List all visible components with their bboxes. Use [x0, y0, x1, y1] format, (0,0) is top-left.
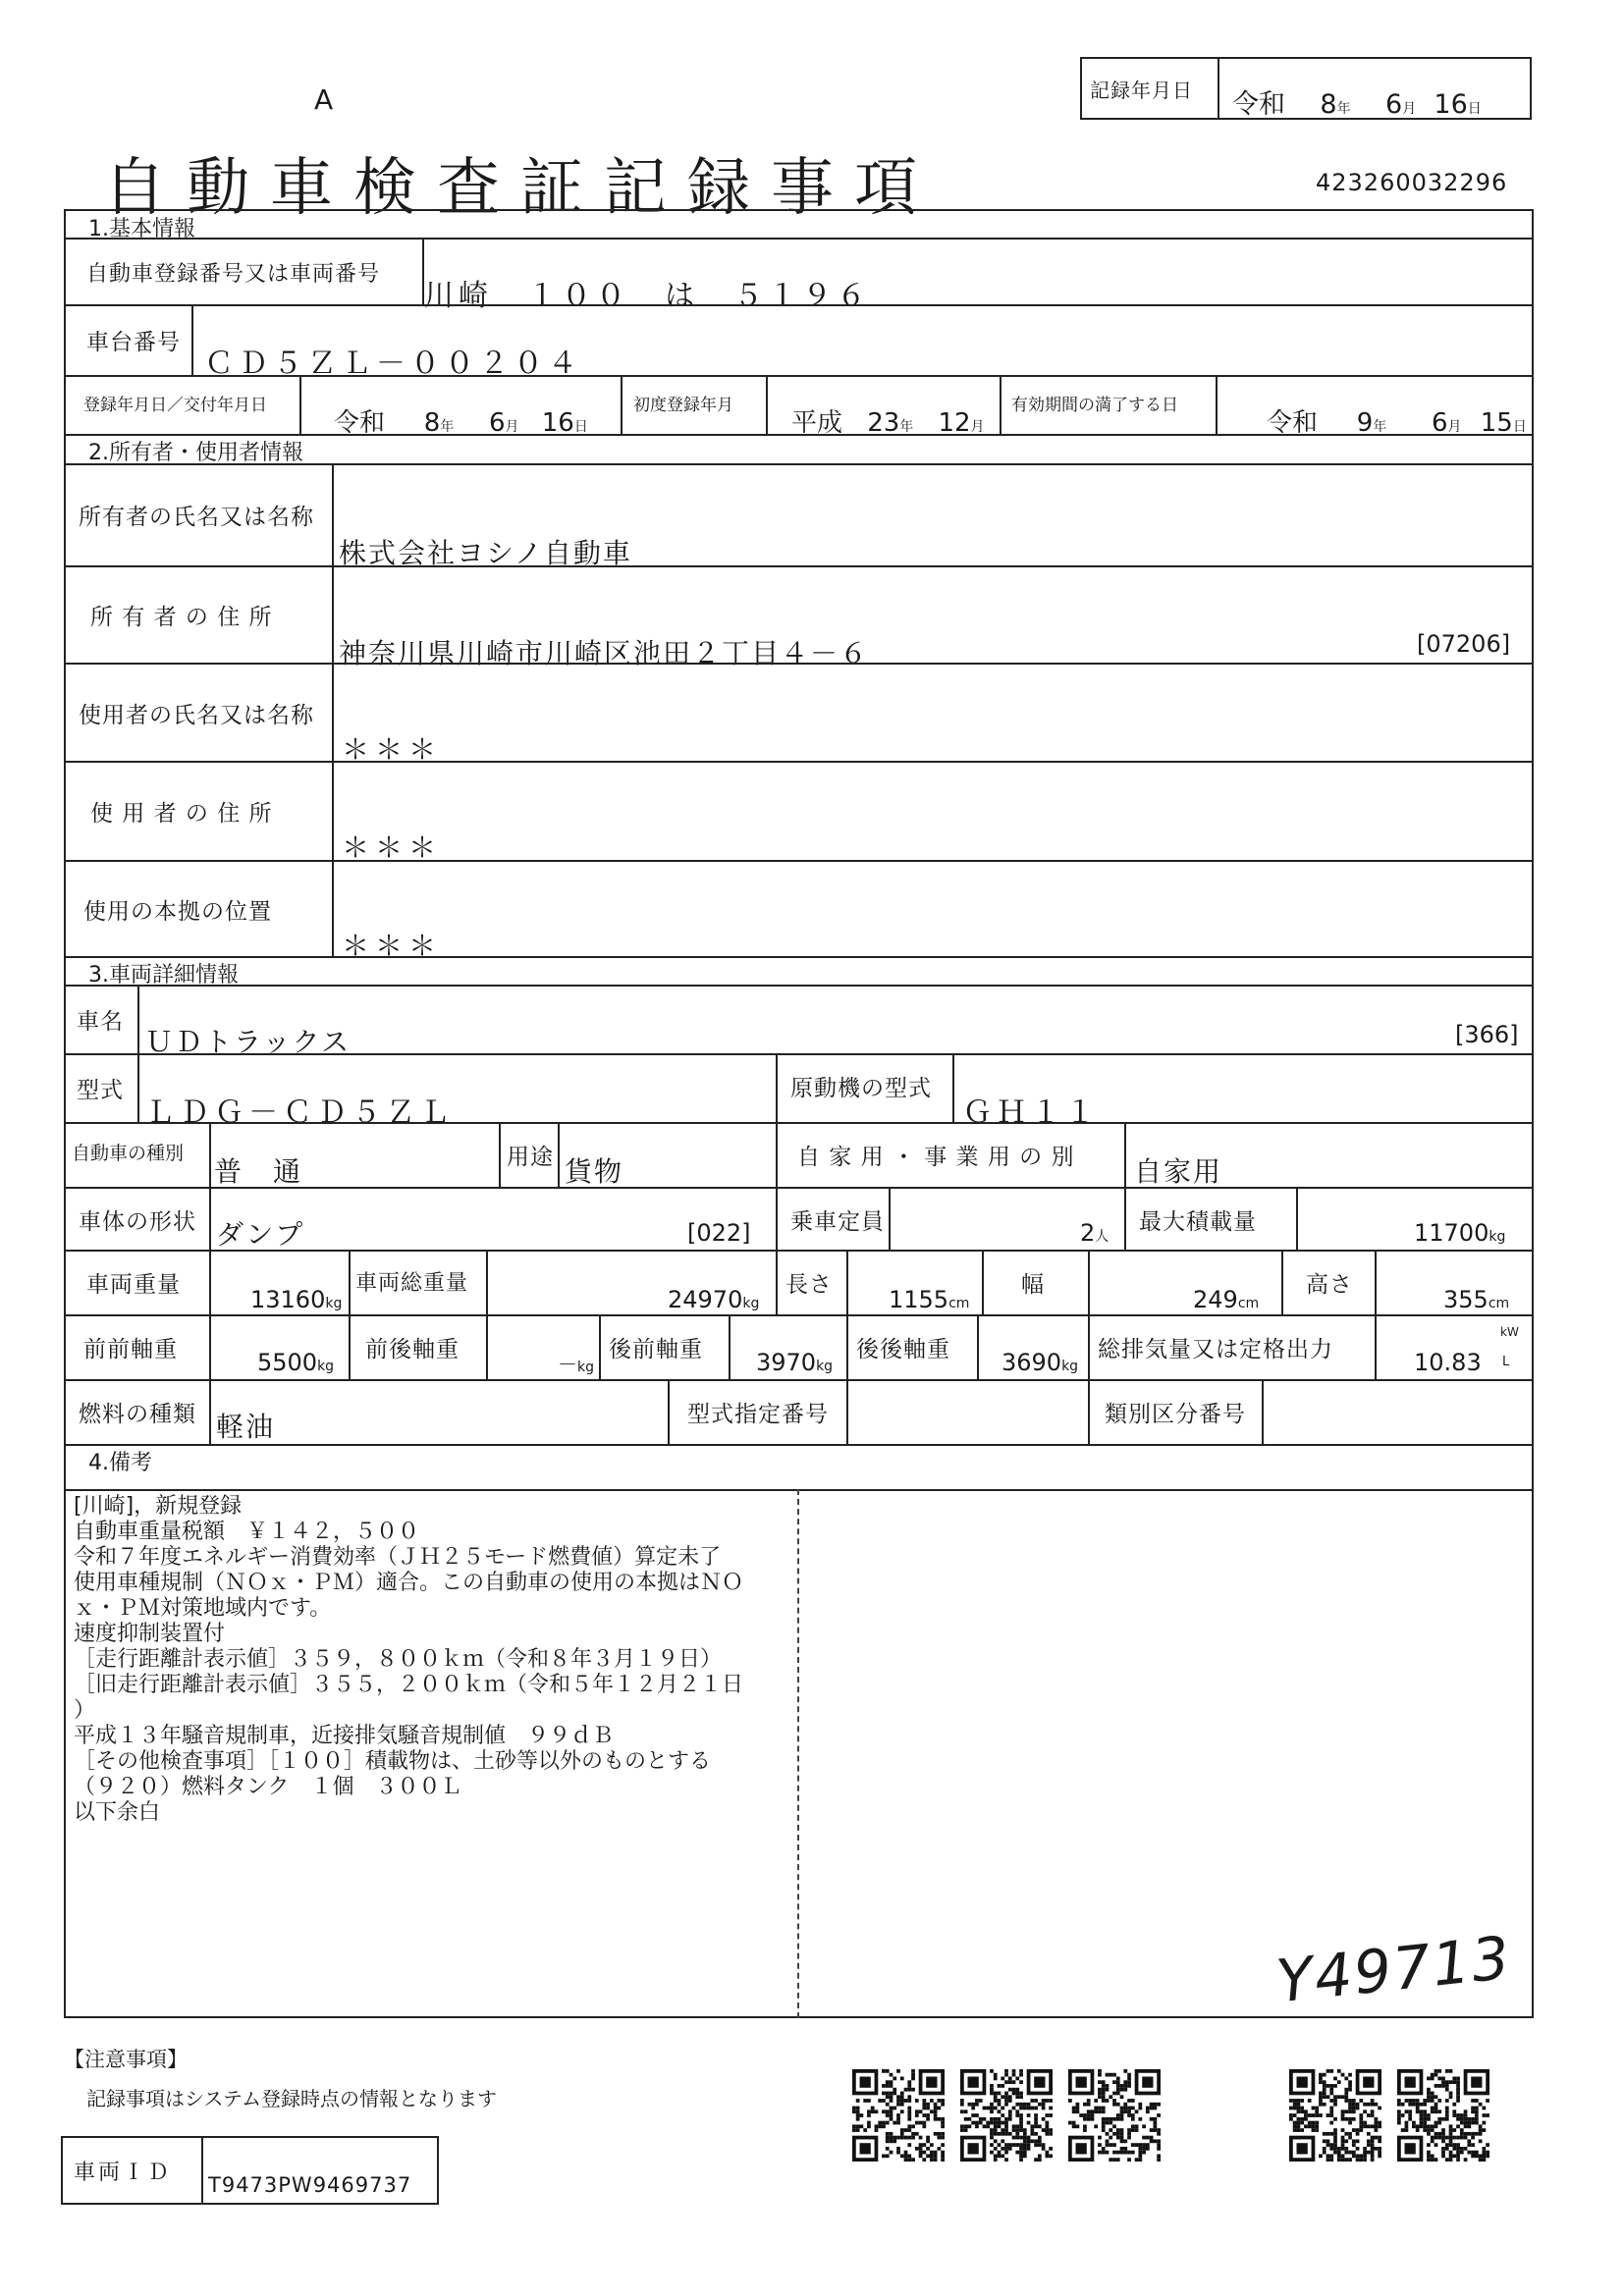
document-number: 423260032296 [1316, 169, 1508, 196]
length-value: 1155cm [889, 1286, 970, 1313]
model-value: ＬＤＧ－ＣＤ５ＺＬ [145, 1095, 455, 1130]
remarks-text: [川崎]，新規登録 自動車重量税額 ￥１４２，５００ 令和７年度エネルギー消費効率（ＪＨ２５モード燃費値）算定未了 使用車種規制（ＮＯｘ・ＰＭ）適合。この自動車の使用の本拠はＮＯ ｘ・ＰＭ対策地域内です。 速度抑制装置付 ［走行距離計表示値］３５９，８００ｋｍ（令和８年３月１９日） ［旧走行距離計表示値］３５５，２００ｋｍ（令和５年１２月２１日 ） 平成１３年騒音規制車，近接排気騒音規制値 ９９ｄＢ ［その他検査事項］［１００］積載物は、土砂等以外のものとする （９２０）燃料タンク １個 ３００Ｌ 以下余白 [74, 1494, 744, 1825]
form-mark: A [314, 83, 334, 116]
car-name-value: ＵＤトラックス [145, 1026, 352, 1058]
qr-code-1-icon [852, 2069, 945, 2162]
displacement-unit-kw: kW [1500, 1325, 1519, 1339]
base-location-value: ＊＊＊ [342, 930, 443, 962]
displacement-label: 総排気量又は定格出力 [1098, 1337, 1333, 1362]
handwritten-number: Y49713 [1272, 1923, 1515, 2017]
first-reg-label: 初度登録年月 [633, 396, 733, 415]
length-label: 長さ [785, 1272, 833, 1298]
vehicle-id-value: T9473PW9469737 [208, 2173, 412, 2197]
vehicle-id-label: 車両ＩＤ [74, 2161, 173, 2185]
kind-value: 普 通 [214, 1155, 303, 1188]
section4-title: 4.備考 [88, 1451, 152, 1475]
use-label: 用途 [507, 1145, 554, 1170]
record-date-label: 記録年月日 [1090, 79, 1193, 102]
rear-rear-axle-label: 後後軸重 [856, 1337, 950, 1362]
section2-title: 2.所有者・使用者情報 [88, 441, 303, 465]
user-address-value: ＊＊＊ [342, 831, 443, 864]
rear-rear-axle-value: 3690kg [1001, 1349, 1079, 1376]
capacity-value: 2人 [1080, 1219, 1110, 1247]
section3-title: 3.車両詳細情報 [88, 963, 239, 988]
qr-code-3-icon [1068, 2069, 1161, 2162]
private-business-label: 自 家 用 ・ 事 業 用 の 別 [797, 1145, 1075, 1170]
gross-weight-value: 24970kg [668, 1286, 760, 1313]
gross-weight-label: 車両総重量 [355, 1271, 469, 1296]
max-load-value: 11700kg [1414, 1219, 1506, 1247]
first-reg-value: 平成 23年 12月 [791, 408, 985, 438]
notice-text: 記録事項はシステム登録時点の情報となります [86, 2087, 497, 2110]
rear-front-axle-label: 後前軸重 [609, 1337, 703, 1362]
section1-title: 1.基本情報 [88, 217, 195, 241]
qr-code-5-icon [1397, 2069, 1489, 2162]
vehicle-weight-label: 車両重量 [86, 1272, 181, 1298]
engine-label: 原動機の型式 [790, 1076, 932, 1101]
owner-name-value: 株式会社ヨシノ自動車 [339, 537, 632, 569]
use-value: 貨物 [565, 1155, 624, 1188]
width-label: 幅 [1021, 1272, 1045, 1298]
base-location-label: 使用の本拠の位置 [83, 899, 272, 925]
front-front-axle-label: 前前軸重 [83, 1337, 178, 1362]
expiry-label: 有効期間の満了する日 [1011, 396, 1178, 415]
chassis-value: ＣＤ５ＺＬ－００２０４ [204, 347, 582, 381]
owner-address-label: 所 有 者 の 住 所 [90, 605, 273, 630]
body-shape-code: [022] [687, 1219, 751, 1247]
user-name-label: 使用者の氏名又は名称 [79, 703, 314, 728]
qr-code-2-icon [960, 2069, 1053, 2162]
user-address-label: 使 用 者 の 住 所 [90, 801, 273, 827]
private-business-value: 自家用 [1134, 1155, 1223, 1188]
width-value: 249cm [1193, 1286, 1260, 1313]
max-load-label: 最大積載量 [1139, 1209, 1257, 1235]
front-front-axle-value: 5500kg [257, 1349, 335, 1376]
owner-name-label: 所有者の氏名又は名称 [79, 505, 314, 530]
user-name-value: ＊＊＊ [342, 733, 443, 766]
reg-date-label: 登録年月日／交付年月日 [83, 396, 267, 415]
kind-label: 自動車の種別 [72, 1143, 185, 1164]
reg-number-value: 川崎 １００ は ５１９６ [424, 279, 871, 313]
front-rear-axle-label: 前後軸重 [365, 1337, 460, 1362]
class-number-label: 類別区分番号 [1105, 1402, 1246, 1427]
notice-title: 【注意事項】 [64, 2048, 188, 2071]
expiry-value: 令和 9年 6月 15日 [1267, 408, 1527, 438]
car-name-label: 車名 [77, 1009, 124, 1035]
reg-date-value: 令和 8年 6月 16日 [334, 408, 588, 438]
height-label: 高さ [1306, 1272, 1353, 1298]
model-label: 型式 [77, 1078, 124, 1103]
document-title: 自動車検査証記録事項 [103, 152, 938, 225]
car-name-code: [366] [1455, 1021, 1519, 1048]
displacement-value: 10.83 [1414, 1349, 1482, 1376]
owner-address-code: [07206] [1417, 630, 1511, 658]
record-date-value: 令和 8年 6月 16日 [1232, 89, 1482, 120]
height-value: 355cm [1443, 1286, 1510, 1313]
vehicle-weight-value: 13160kg [250, 1286, 343, 1313]
body-shape-value: ダンプ [216, 1218, 305, 1251]
engine-value: ＧＨ１１ [962, 1095, 1100, 1130]
front-rear-axle-value: －kg [558, 1353, 594, 1376]
qr-code-4-icon [1289, 2069, 1381, 2162]
fuel-label: 燃料の種類 [79, 1402, 196, 1427]
capacity-label: 乗車定員 [790, 1209, 885, 1235]
reg-number-label: 自動車登録番号又は車両番号 [86, 262, 381, 287]
chassis-label: 車台番号 [86, 330, 181, 355]
type-designation-label: 型式指定番号 [687, 1402, 829, 1427]
fuel-value: 軽油 [216, 1411, 276, 1443]
owner-address-value: 神奈川県川崎市川崎区池田２丁目４－６ [339, 637, 870, 669]
displacement-unit-l: L [1502, 1355, 1510, 1369]
body-shape-label: 車体の形状 [79, 1209, 196, 1235]
rear-front-axle-value: 3970kg [756, 1349, 834, 1376]
